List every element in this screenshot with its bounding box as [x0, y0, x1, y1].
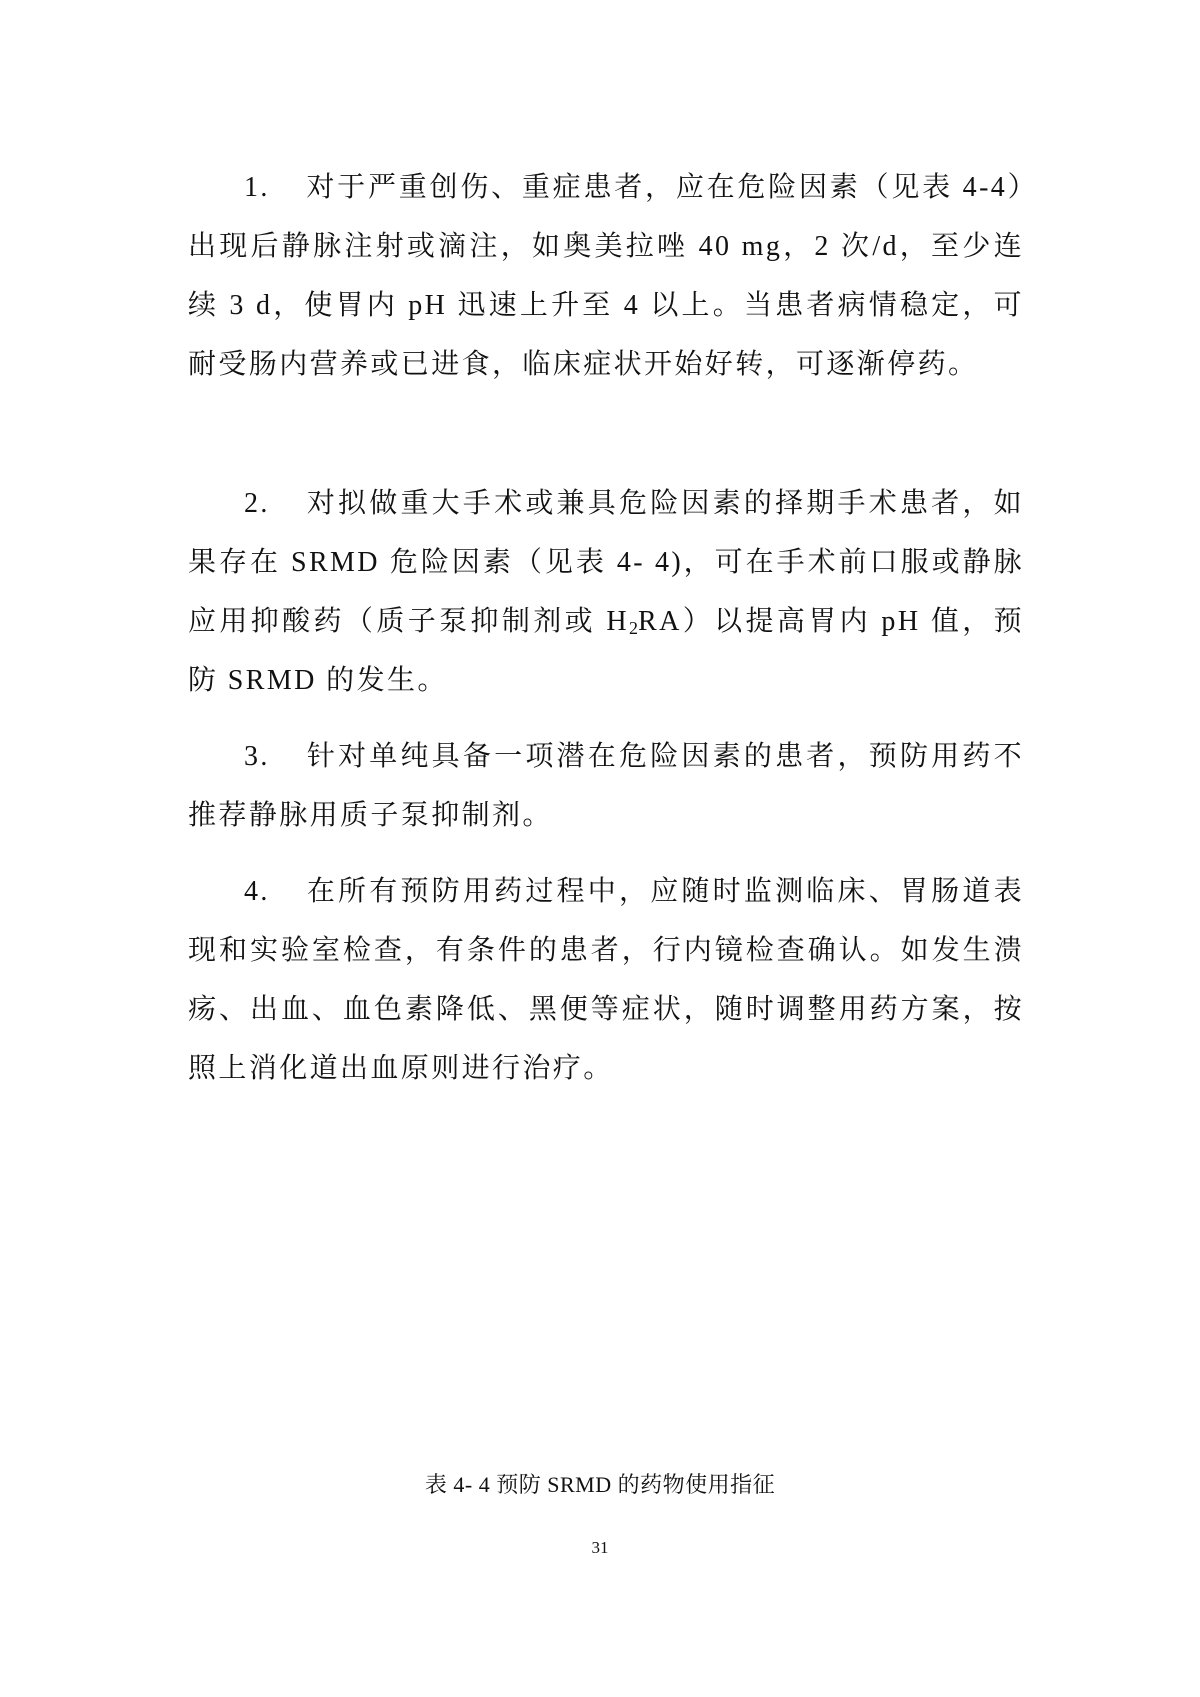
paragraph-text: 在所有预防用药过程中，应随时监测临床、胃肠道表现和实验室检查，有条件的患者，行内镜检查确认。如发生溃疡、出血、血色素降低、黑便等症状，随时调整用药方案，按照上消化道出血原则进行治疗。	[188, 876, 1024, 1084]
paragraph-text: 针对单纯具备一项潜在危险因素的患者，预防用药不推荐静脉用质子泵抑制剂。	[188, 741, 1024, 831]
paragraph-number: 1.	[244, 172, 270, 203]
paragraph-text-continued: RA）以提高胃内 pH 值，预防 SRMD 的发生。	[188, 606, 1024, 696]
paragraph-text: 对于严重创伤、重症患者，应在危险因素（见表 4-4）出现后静脉注射或滴注，如奥美拉唑 40 mg，2 次/d，至少连续 3 d，使胃内 pH 迅速上升至 4 以上。当患者病情稳定，可耐受肠内营养或已进食，临床症状开始好转，可逐渐停药。	[188, 172, 1024, 380]
paragraph-3	[188, 727, 1024, 845]
table-caption: 表 4- 4 预防 SRMD 的药物使用指征	[424, 1472, 776, 1497]
paragraph-number: 2.	[244, 488, 270, 519]
page-number: 31	[591, 1538, 609, 1557]
paragraph-2	[188, 474, 1024, 710]
paragraph-number: 4.	[244, 876, 270, 907]
paragraph-text: 对拟做重大手术或兼具危险因素的择期手术患者，如果存在 SRMD 危险因素（见表 4- 4)，可在手术前口服或静脉应用抑酸药（质子泵抑制剂或 H	[188, 488, 1024, 637]
paragraph-4	[188, 862, 1024, 1098]
paragraph-1	[188, 158, 1024, 394]
paragraph-number: 3.	[244, 741, 270, 772]
subscript-text: 2	[629, 618, 639, 638]
